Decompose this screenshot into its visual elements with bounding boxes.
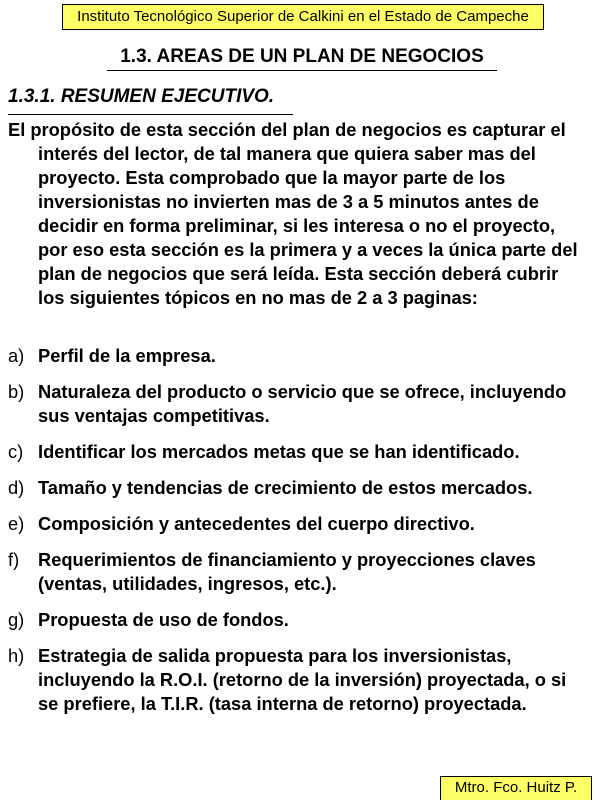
list-item-text: Naturaleza del producto o servicio que se ofrece, incluyendo sus ventajas competitivas. bbox=[38, 381, 567, 426]
author-footer bbox=[440, 776, 592, 800]
list-marker: g) bbox=[8, 609, 25, 630]
list-item-text: Perfil de la empresa. bbox=[38, 345, 216, 366]
institution-name: Instituto Tecnológico Superior de Calkini en el Estado de Campeche bbox=[77, 8, 529, 25]
list-item bbox=[8, 440, 588, 464]
intro-paragraph: El propósito de esta sección del plan de negocios es capturar el interés del lector, de tal manera que quiera saber mas del proyecto. Esta comprobado que la mayor parte de los inversionistas no invierten mas de 3 a 5 minutos antes de decidir en forma preliminar, si les interesa o no el proyecto, por eso esta sección es la primera y a veces la única parte del plan de negocios que será leída. Esta sección deberá cubrir los siguientes tópicos en no mas de 2 a 3 paginas: bbox=[8, 119, 578, 308]
list-item bbox=[8, 644, 588, 716]
list-marker: h) bbox=[8, 645, 25, 666]
list-item bbox=[8, 548, 588, 596]
section-title: 1.3. AREAS DE UN PLAN DE NEGOCIOS bbox=[107, 44, 497, 71]
list-marker: a) bbox=[8, 345, 25, 366]
list-item-text: Requerimientos de financiamiento y proyecciones claves (ventas, utilidades, ingresos, etc.). bbox=[38, 549, 536, 594]
list-item-text: Propuesta de uso de fondos. bbox=[38, 609, 289, 630]
list-item bbox=[8, 476, 588, 500]
list-item bbox=[8, 512, 588, 536]
list-item-text: Composición y antecedentes del cuerpo directivo. bbox=[38, 513, 475, 534]
subsection-title: 1.3.1. RESUMEN EJECUTIVO. bbox=[8, 84, 293, 115]
list-item-text: Tamaño y tendencias de crecimiento de estos mercados. bbox=[38, 477, 533, 498]
list-marker: b) bbox=[8, 381, 25, 402]
list-marker: f) bbox=[8, 549, 20, 570]
author-name: Mtro. Fco. Huitz P. bbox=[454, 779, 578, 796]
list-marker: c) bbox=[8, 441, 24, 462]
list-item bbox=[8, 380, 588, 428]
institution-header bbox=[62, 4, 544, 30]
list-item-text: Identificar los mercados metas que se han identificado. bbox=[38, 441, 520, 462]
list-marker: e) bbox=[8, 513, 25, 534]
list-item bbox=[8, 344, 588, 368]
list-item-text: Estrategia de salida propuesta para los inversionistas, incluyendo la R.O.I. (retorno de la inversión) proyectada, o si se prefiere, la T.I.R. (tasa interna de retorno) proyectada. bbox=[38, 645, 567, 714]
list-item bbox=[8, 608, 588, 632]
topics-list bbox=[8, 344, 588, 728]
list-marker: d) bbox=[8, 477, 25, 498]
